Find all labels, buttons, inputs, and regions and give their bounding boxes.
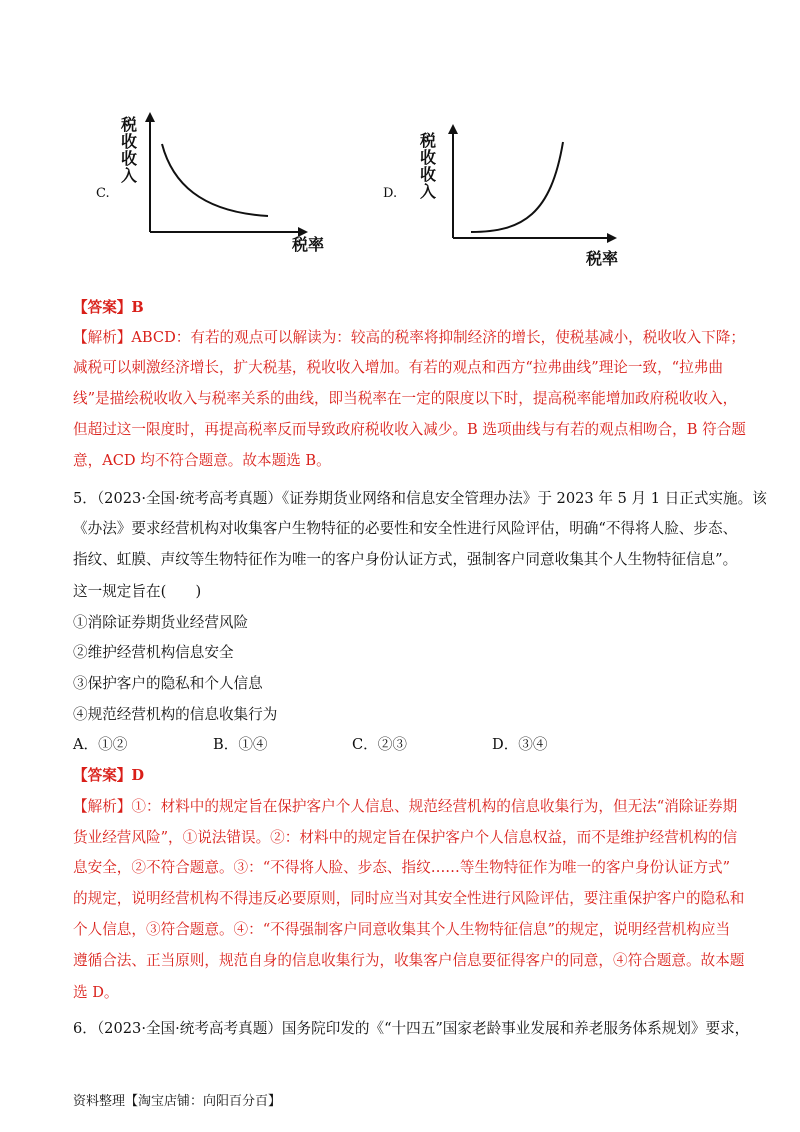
page-footer: 资料整理【淘宝店铺：向阳百分百】 bbox=[73, 1094, 282, 1109]
graph-c-y-axis-label bbox=[121, 116, 139, 184]
q5-choice-b: B．①④ bbox=[213, 736, 268, 753]
q4-analysis-line: 【解析】ABCD：有若的观点可以解读为：较高的税率将抑制经济的增长，使税基减小，税收收入下降； bbox=[73, 329, 745, 346]
graph-d-curve bbox=[471, 142, 563, 232]
option-d-label: D. bbox=[383, 186, 398, 201]
q4-analysis-line: 线”是描绘税收收入与税率关系的曲线，即当税率在一定的限度以下时，提高税率能增加政府税收收入， bbox=[73, 390, 738, 407]
q5-stem-line: 《办法》要求经营机构对收集客户生物特征的必要性和安全性进行风险评估，明确“不得将人脸、步态、 bbox=[73, 520, 738, 537]
q5-item: ①消除证券期货业经营风险 bbox=[73, 614, 249, 631]
q5-stem-line: 5．（2023·全国·统考高考真题）《证券期货业网络和信息安全管理办法》于 2023 年 5 月 1 日正式实施。该 bbox=[73, 490, 767, 507]
q5-item: ③保护客户的隐私和个人信息 bbox=[73, 675, 263, 692]
q5-answer: 【答案】D bbox=[73, 767, 145, 784]
q4-analysis-line: 但超过这一限度时，再提高税率反而导致政府税收收入减少。B 选项曲线与有若的观点相吻合，B 符合题 bbox=[73, 421, 746, 438]
q5-analysis-line: 货业经营风险”，①说法错误。②：材料中的规定旨在保护客户个人信息权益，而不是维护经营机构的信 bbox=[73, 829, 738, 846]
graph-c-y-arrow bbox=[145, 112, 155, 122]
graph-c-y-char: 收 bbox=[121, 149, 138, 168]
option-c-label: C. bbox=[96, 186, 110, 201]
q4-answer: 【答案】B bbox=[73, 299, 144, 316]
graph-c-y-char: 入 bbox=[121, 166, 138, 185]
graph-d-y-char: 收 bbox=[420, 165, 437, 184]
graph-d-x-arrow bbox=[607, 233, 617, 243]
graph-c-y-char: 收 bbox=[121, 132, 138, 151]
q5-choice-d: D．③④ bbox=[492, 736, 548, 753]
graph-c-curve bbox=[162, 144, 268, 216]
q5-stem-line: 这一规定旨在( ) bbox=[73, 583, 202, 600]
q5-choice-c: C．②③ bbox=[352, 736, 407, 753]
graph-c bbox=[140, 112, 310, 242]
graph-d-y-arrow bbox=[448, 124, 458, 134]
q5-analysis-line: 遵循合法、正当原则，规范自身的信息收集行为，收集客户信息要征得客户的同意，④符合题意。故本题 bbox=[73, 952, 745, 969]
q6-stem-line: 6．（2023·全国·统考高考真题）国务院印发的《“十四五”国家老龄事业发展和养老服务体系规划》要求， bbox=[73, 1020, 750, 1037]
q5-stem-line: 指纹、虹膜、声纹等生物特征作为唯一的客户身份认证方式，强制客户同意收集其个人生物特征信息”。 bbox=[73, 551, 738, 568]
graph-d-y-char: 税 bbox=[420, 131, 437, 150]
graph-d-x-axis-label: 税率 bbox=[586, 249, 619, 268]
q4-analysis-line: 意，ACD 均不符合题意。故本题选 B。 bbox=[73, 452, 331, 469]
graph-d-y-char: 收 bbox=[420, 148, 437, 167]
graph-d bbox=[443, 124, 619, 248]
q5-item: ②维护经营机构信息安全 bbox=[73, 644, 234, 661]
graph-c-y-char: 税 bbox=[121, 115, 138, 134]
graph-d-y-char: 入 bbox=[420, 182, 437, 201]
q5-analysis-line: 【解析】①：材料中的规定旨在保护客户个人信息、规范经营机构的信息收集行为，但无法“消除证券期 bbox=[73, 798, 738, 815]
q5-analysis-line: 个人信息，③符合题意。④：“不得强制客户同意收集其个人生物特征信息”的规定，说明经营机构应当 bbox=[73, 921, 731, 938]
q5-choice-a: A．①② bbox=[73, 736, 128, 753]
q5-item: ④规范经营机构的信息收集行为 bbox=[73, 706, 278, 723]
graph-d-y-axis-label bbox=[420, 132, 438, 200]
q5-analysis-line: 息安全，②不符合题意。③：“不得将人脸、步态、指纹……等生物特征作为唯一的客户身份认证方式” bbox=[73, 859, 731, 876]
graph-c-x-axis-label: 税率 bbox=[292, 235, 325, 254]
q5-analysis-line: 选 D。 bbox=[73, 984, 119, 1001]
q4-analysis-line: 减税可以刺激经济增长，扩大税基，税收收入增加。有若的观点和西方“拉弗曲线”理论一致，“拉弗曲 bbox=[73, 359, 723, 376]
q5-analysis-line: 的规定，说明经营机构不得违反必要原则，同时应当对其安全性进行风险评估，要注重保护客户的隐私和 bbox=[73, 890, 745, 907]
